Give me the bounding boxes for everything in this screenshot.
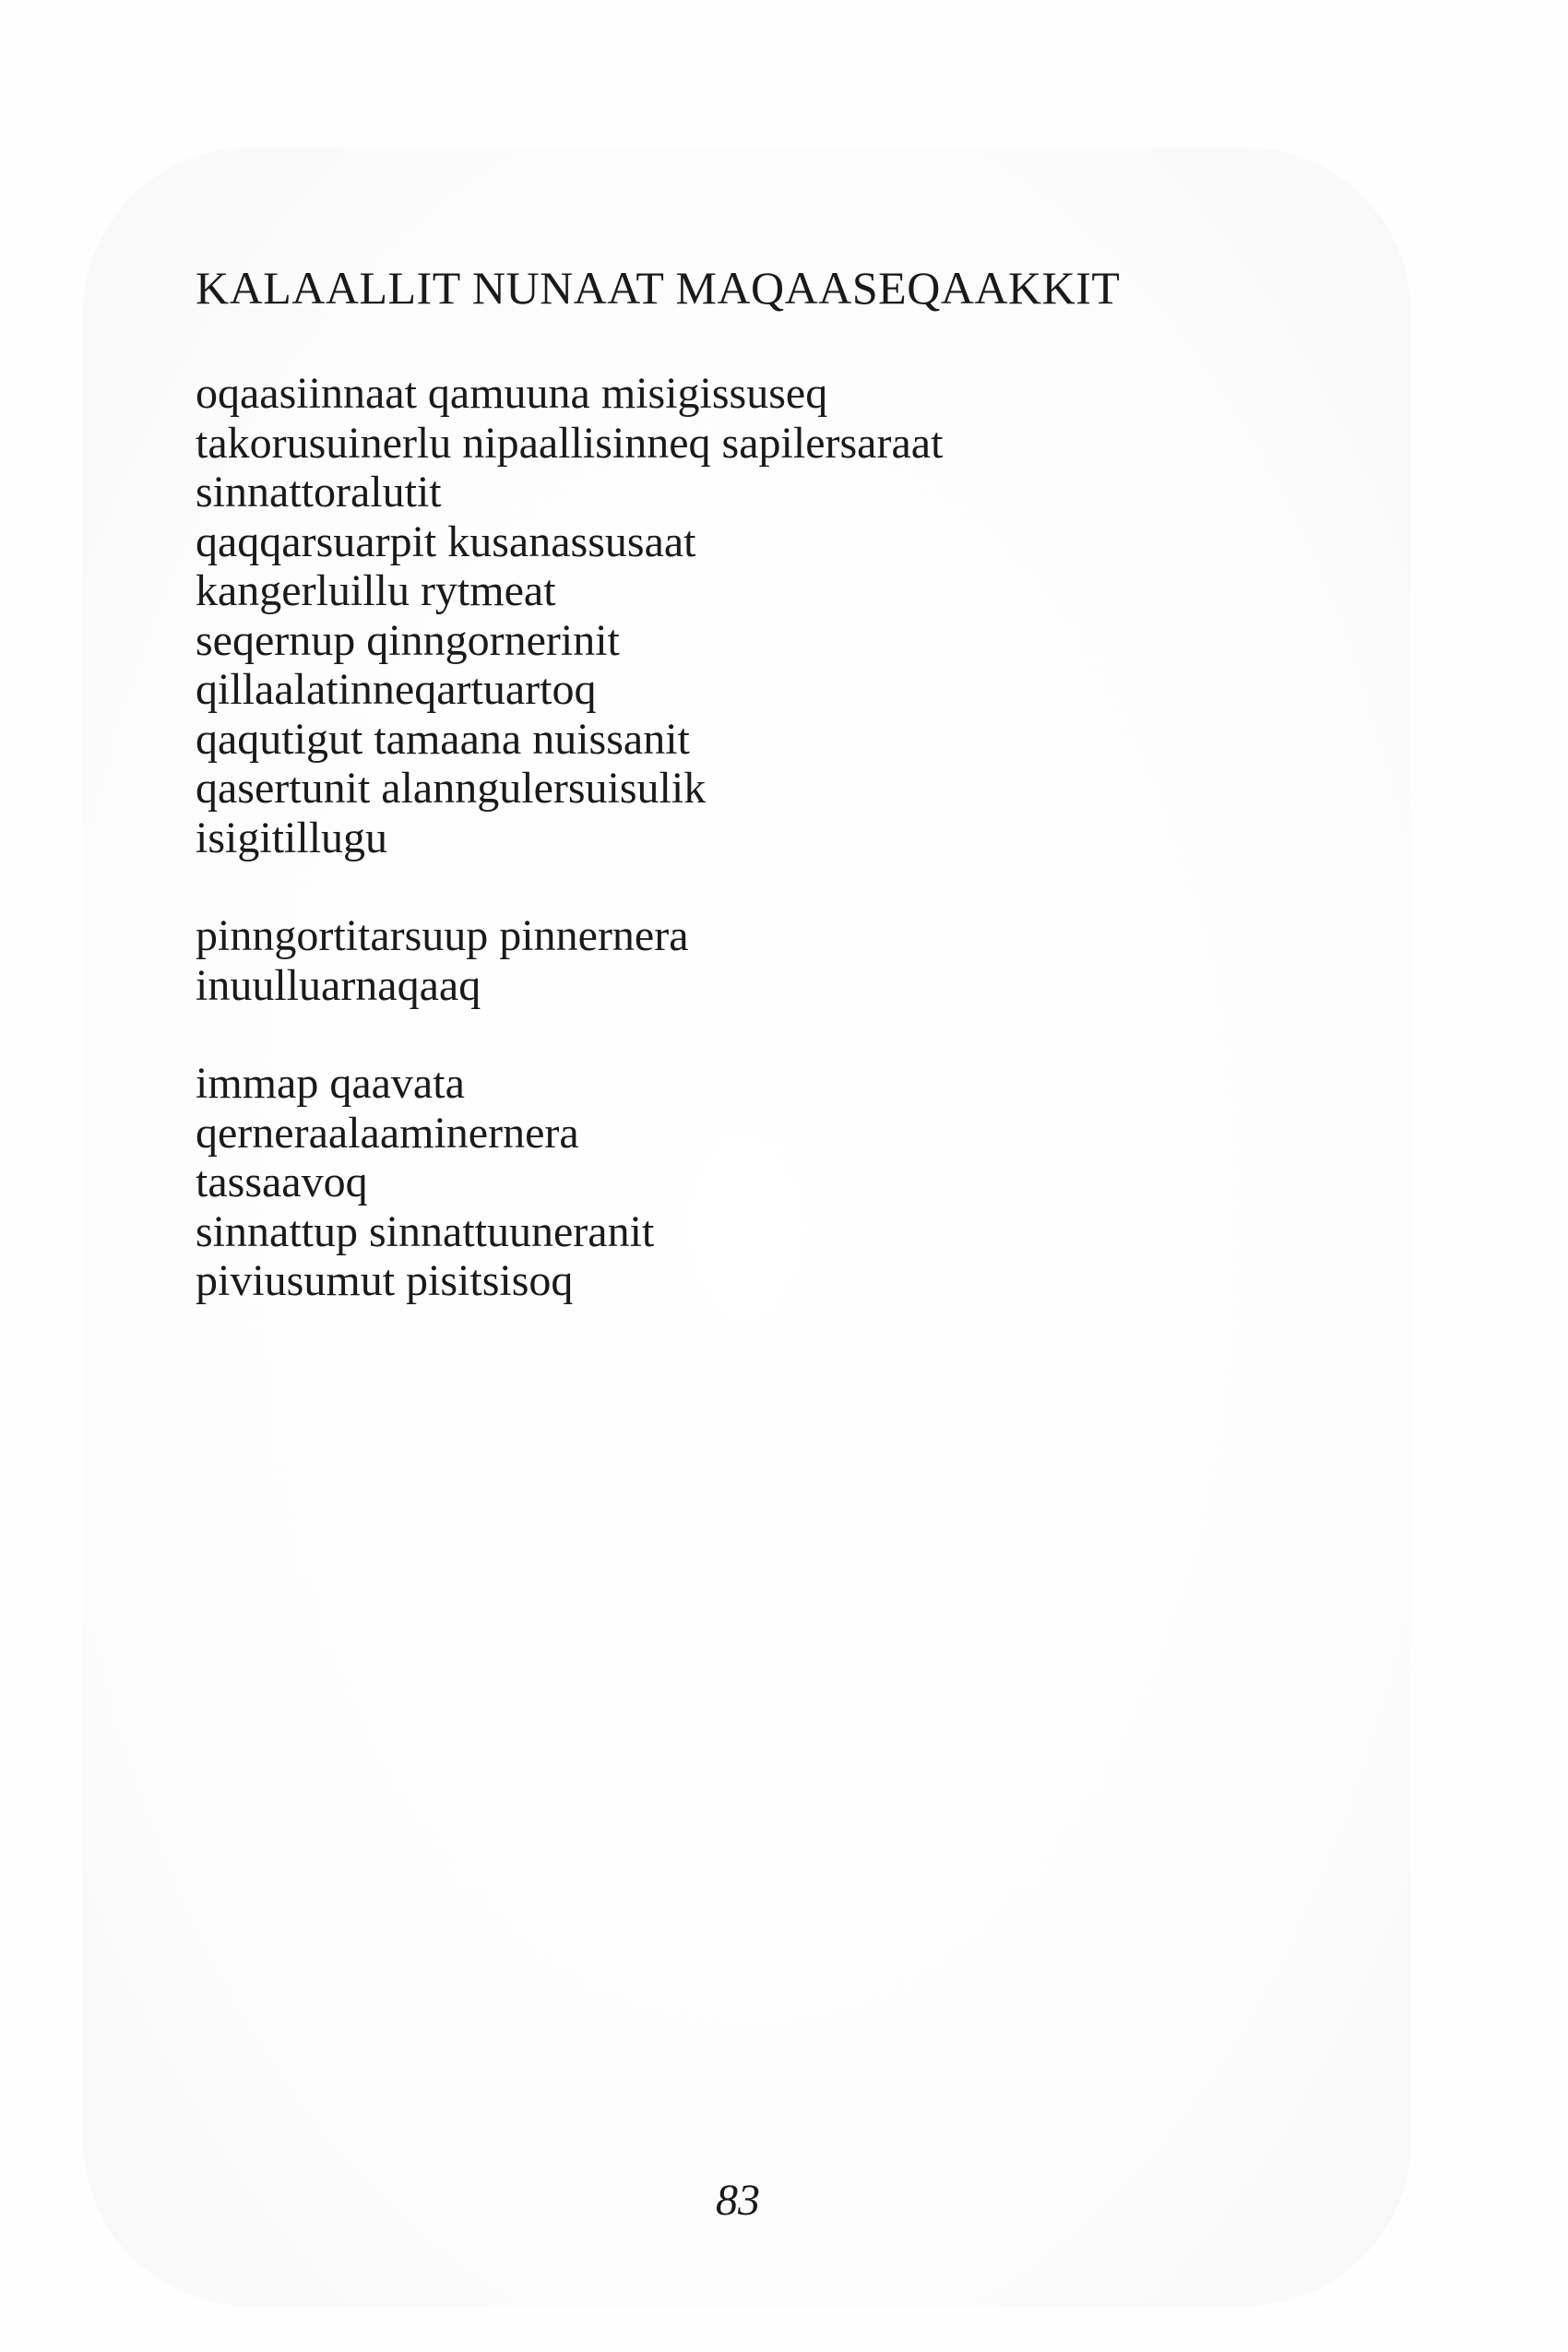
poem-line: takorusuinerlu nipaallisinneq sapilersaraat [196, 418, 944, 468]
stanza-1 [196, 369, 1395, 862]
poem-line: kangerluillu rytmeat [196, 566, 556, 615]
poem-line: immap qaavata [196, 1059, 465, 1108]
page-number: 83 [716, 2176, 760, 2225]
poem-line: qaqutigut tamaana nuissanit [196, 714, 690, 764]
poem-line: inuulluarnaqaaq [196, 960, 481, 1010]
poem-line: piviusumut pisitsisoq [196, 1256, 574, 1305]
poem-line: isigitillugu [196, 813, 388, 862]
stanza-2 [196, 911, 1395, 1010]
poem-line: qillaalatinneqartuartoq [196, 665, 597, 714]
poem-line: sinnattoralutit [196, 468, 442, 517]
poem-line: seqernup qinngornerinit [196, 615, 620, 665]
poem [196, 260, 1395, 1306]
poem-line: sinnattup sinnattuuneranit [196, 1206, 655, 1256]
poem-title: KALAALLIT NUNAAT MAQAASEQAAKKIT [196, 262, 1121, 314]
poem-line: qerneraalaaminernera [196, 1108, 579, 1158]
poem-line: qaqqarsuarpit kusanassusaat [196, 517, 696, 566]
poem-line: pinngortitarsuup pinnernera [196, 911, 689, 960]
stanza-3 [196, 1059, 1395, 1306]
poem-line: qasertunit alanngulersuisulik [196, 764, 707, 813]
poem-line: tassaavoq [196, 1158, 368, 1206]
poem-line: oqaasiinnaat qamuuna misigissuseq [196, 369, 828, 418]
